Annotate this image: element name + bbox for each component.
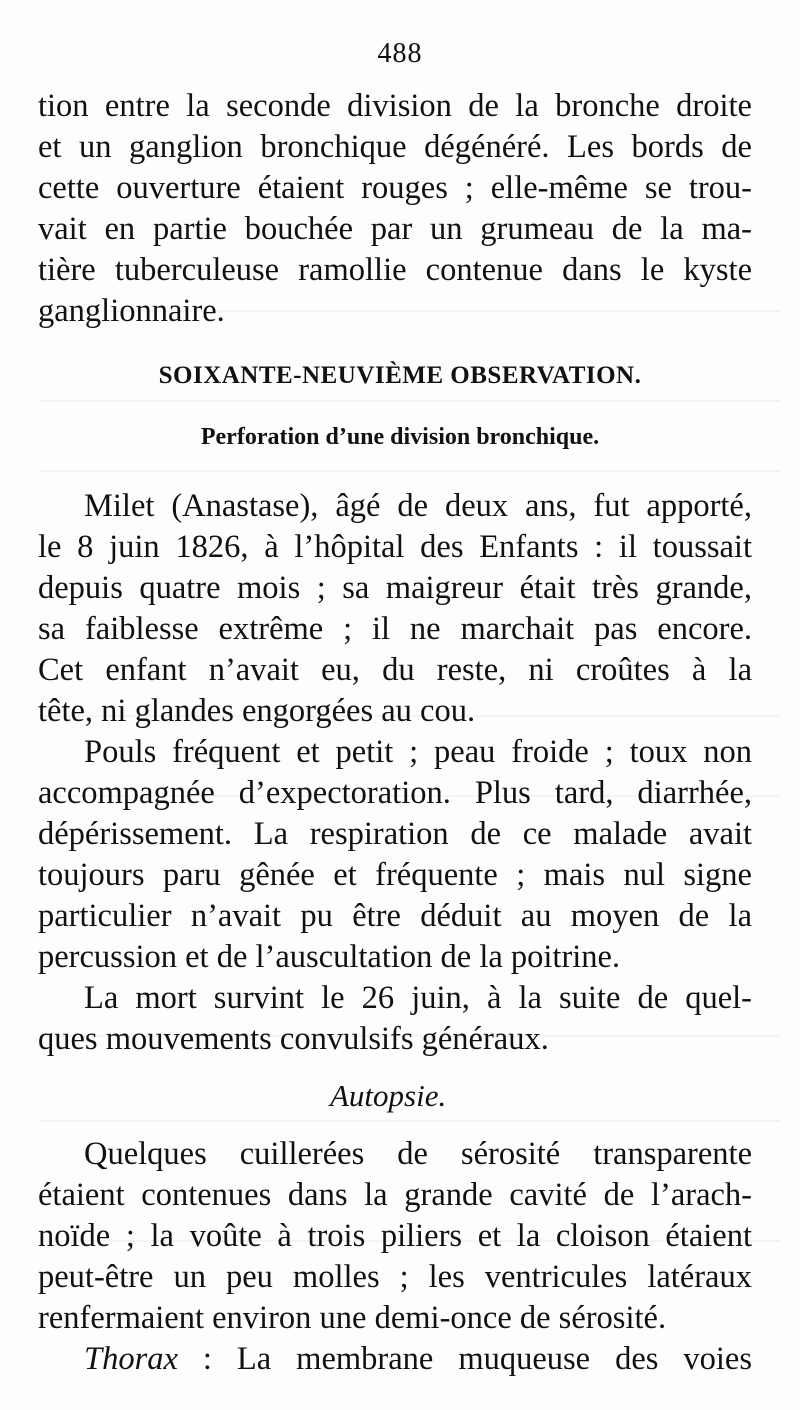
bleed-through (40, 1120, 780, 1122)
text-line: particulier n’avait pu être déduit au moyen de la (38, 898, 752, 934)
text-line (84, 1339, 752, 1379)
text-line: tière tuberculeuse ramollie contenue dans le kyste (38, 252, 752, 288)
text-line: cette ouverture étaient rouges ; elle-même se trou- (38, 170, 752, 206)
text-line: ques mouvements convulsifs généraux. (38, 1021, 549, 1057)
bleed-through (40, 400, 780, 402)
text-line: le 8 juin 1826, à l’hôpital des Enfants : il toussait (38, 529, 752, 565)
text-line: Cet enfant n’avait eu, du reste, ni croûtes à la (38, 652, 752, 688)
text-line: percussion et de l’auscultation de la poitrine. (38, 939, 621, 975)
text-line: accompagnée d’expectoration. Plus tard, diarrhée, (38, 775, 752, 811)
text-line: renfermaient environ une demi-once de sérosité. (38, 1300, 667, 1336)
text-line: vait en partie bouchée par un grumeau de la ma- (38, 211, 752, 247)
observation-title: SOIXANTE-NEUVIÈME OBSERVATION. (158, 362, 642, 389)
text-line: La mort survint le 26 juin, à la suite de quel- (84, 980, 752, 1016)
text-line: peut-être un peu molles ; les ventricules latéraux (38, 1259, 752, 1295)
text-line: toujours paru gênée et fréquente ; mais nul signe (38, 857, 752, 893)
thorax-label: Thorax (84, 1341, 178, 1377)
text-line: dépérissement. La respiration de ce malade avait (38, 816, 752, 852)
text-line: tête, ni glandes engorgées au cou. (38, 693, 476, 729)
text-line: Quelques cuillerées de sérosité transparente (84, 1136, 752, 1172)
text-line: ganglionnaire. (38, 293, 225, 329)
text-line: tion entre la seconde division de la bronche droite (38, 88, 752, 124)
section-heading-autopsie: Autopsie. (330, 1078, 447, 1113)
bleed-through (40, 470, 780, 472)
text-fragment: : La membrane muqueuse des voies (177, 1341, 752, 1377)
text-line: depuis quatre mois ; sa maigreur était très grande, (38, 570, 752, 606)
text-line: et un ganglion bronchique dégénéré. Les bords de (38, 129, 752, 165)
page-number: 488 (377, 38, 423, 69)
text-line: Milet (Anastase), âgé de deux ans, fut apporté, (84, 488, 752, 524)
text-line: noïde ; la voûte à trois piliers et la cloison étaient (38, 1218, 752, 1254)
text-line: étaient contenues dans la grande cavité de l’arach- (38, 1177, 752, 1213)
text-line: sa faiblesse extrême ; il ne marchait pas encore. (38, 611, 752, 647)
text-line: Pouls fréquent et petit ; peau froide ; toux non (84, 734, 752, 770)
observation-subtitle: Perforation d’une division bronchique. (200, 424, 600, 450)
